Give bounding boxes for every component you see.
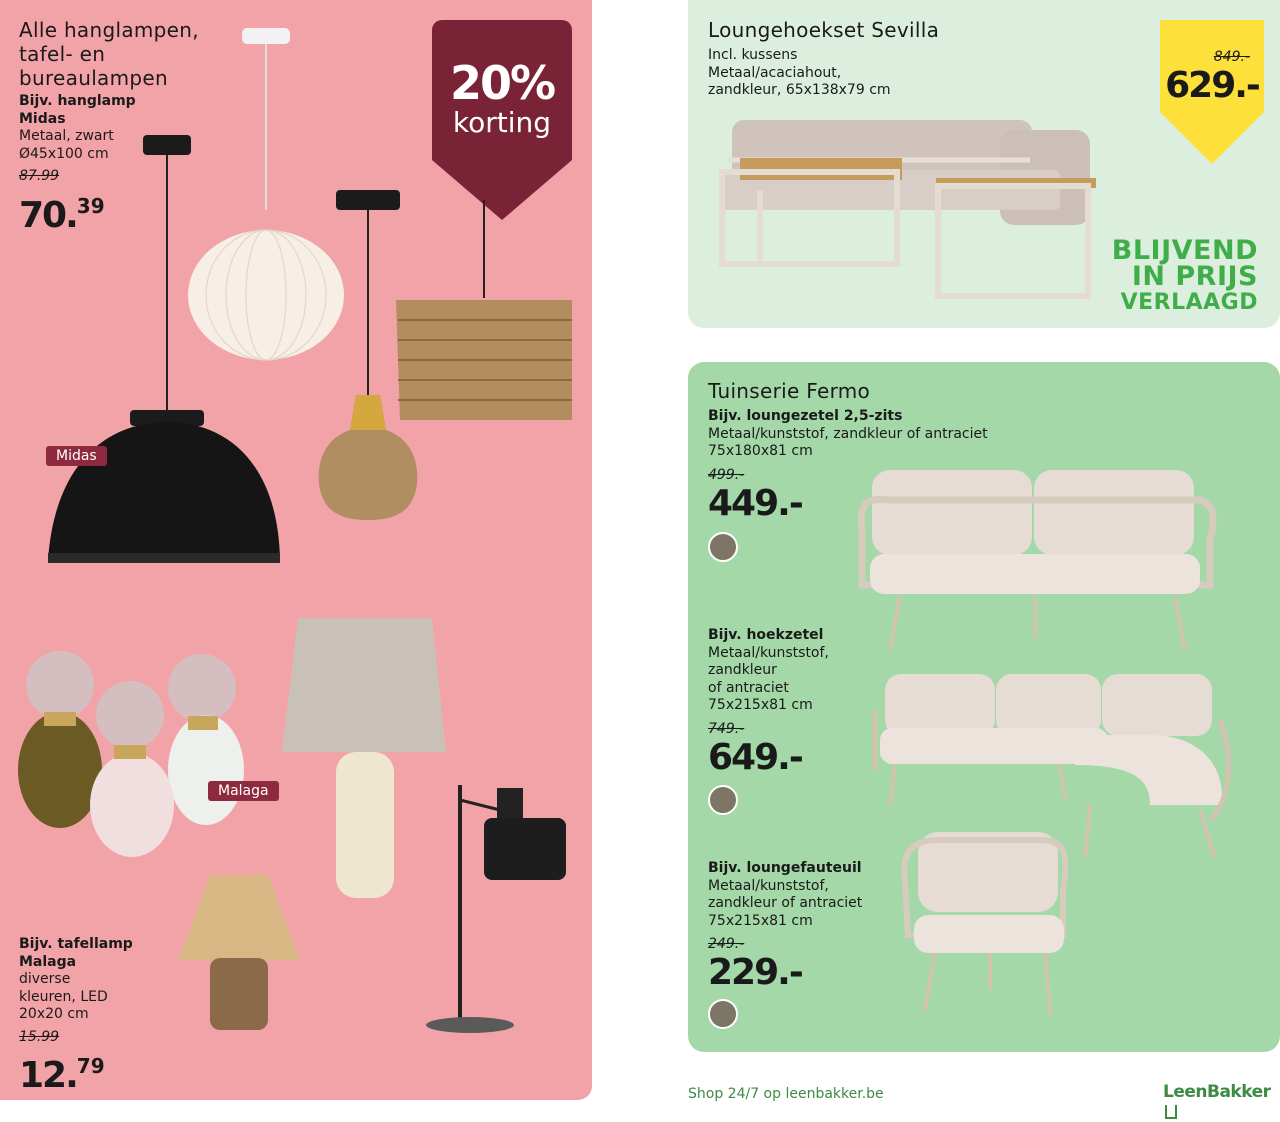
- fermo-item-2-old-price: 749.-: [708, 721, 745, 737]
- fermo-item-2-info: [708, 627, 829, 715]
- tafellamp-price-main: 12.: [19, 1055, 77, 1096]
- hanglamp-price-cents: 39: [76, 194, 105, 218]
- fermo-item-1-price: 449.-: [708, 483, 802, 524]
- fermo-item-1-name: Bijv. loungezetel 2,5-zits: [708, 408, 903, 424]
- tafellamp-detail-3: 20x20 cm: [19, 1006, 89, 1022]
- fermo-item-3-old-price: 249.-: [708, 936, 745, 952]
- tafellamp-old-price: 15.99: [19, 1029, 60, 1045]
- tafellamp-info: [19, 936, 133, 1024]
- tafellamp-detail-1: diverse: [19, 971, 71, 987]
- fermo-item-3-color-swatch[interactable]: [708, 999, 738, 1029]
- sevilla-title: Loungehoekset Sevilla: [708, 18, 940, 42]
- tag-midas: Midas: [46, 446, 107, 466]
- tag-malaga: Malaga: [208, 781, 279, 801]
- fermo-illustration: [850, 460, 1270, 1040]
- fermo-item-1-old-price: 499.-: [708, 467, 745, 483]
- sevilla-promo: [1090, 235, 1258, 316]
- fermo-item-3-info: [708, 860, 862, 930]
- sevilla-detail-3: zandkleur, 65x138x79 cm: [708, 82, 891, 98]
- footer-shop-text[interactable]: Shop 24/7 op leenbakker.be: [688, 1086, 884, 1102]
- fermo-item-2-detail-2: zandkleur: [708, 662, 777, 678]
- sevilla-promo-line-3: VERLAAGD: [1120, 290, 1258, 315]
- fermo-item-1-detail-2: 75x180x81 cm: [708, 443, 813, 459]
- sevilla-illustration: [700, 110, 1110, 310]
- fermo-item-2-color-swatch[interactable]: [708, 785, 738, 815]
- sevilla-promo-line-2: IN PRIJS: [1131, 261, 1258, 292]
- fermo-item-3-detail-3: 75x215x81 cm: [708, 912, 813, 929]
- sevilla-promo-line-1: BLIJVEND: [1111, 235, 1258, 266]
- hanglamp-detail-2: Ø45x100 cm: [19, 145, 109, 162]
- hanglamp-name-2: Midas: [19, 110, 66, 127]
- hanglamp-old-price: 87.99: [19, 168, 60, 184]
- tafellamp-price: [19, 1046, 105, 1096]
- discount-label: korting: [452, 106, 552, 139]
- hanglamp-price-main: 70.: [19, 195, 77, 236]
- sevilla-details: [708, 47, 891, 100]
- logo-text: LeenBakker: [1163, 1082, 1271, 1102]
- tafellamp-name-1: Bijv. tafellamp: [19, 936, 133, 952]
- sevilla-old-price: 849.-: [1213, 49, 1250, 65]
- tafellamp-name-2: Malaga: [19, 953, 77, 970]
- heading-line-2: tafel- en: [19, 42, 106, 66]
- hanglamp-name-1: Bijv. hanglamp: [19, 93, 136, 109]
- fermo-item-2-detail-1: Metaal/kunststof,: [708, 644, 829, 661]
- tafellamp-detail-2: kleuren, LED: [19, 988, 108, 1005]
- fermo-item-1-color-swatch[interactable]: [708, 532, 738, 562]
- fermo-item-3-price: 229.-: [708, 952, 802, 993]
- fermo-item-2-name: Bijv. hoekzetel: [708, 627, 824, 643]
- fermo-item-2-price: 649.-: [708, 737, 802, 778]
- hanglamp-detail-1: Metaal, zwart: [19, 128, 114, 144]
- sevilla-detail-2: Metaal/acaciahout,: [708, 64, 842, 81]
- lamps-illustration: [0, 0, 592, 1100]
- fermo-item-1-info: [708, 408, 988, 461]
- fermo-item-1-detail-1: Metaal/kunststof, zandkleur of antraciet: [708, 425, 988, 442]
- fermo-item-3-detail-2: zandkleur of antraciet: [708, 895, 863, 911]
- sevilla-detail-1: Incl. kussens: [708, 47, 798, 63]
- heading-line-1: Alle hanglampen,: [19, 18, 199, 42]
- sevilla-price: 629.-: [1165, 65, 1259, 106]
- fermo-item-3-name: Bijv. loungefauteuil: [708, 860, 862, 876]
- leenbakker-logo[interactable]: [1163, 1082, 1280, 1122]
- fermo-item-2-detail-3: of antraciet: [708, 679, 789, 696]
- fermo-item-2-detail-4: 75x215x81 cm: [708, 697, 813, 713]
- fermo-title: Tuinserie Fermo: [708, 379, 871, 403]
- fermo-item-3-detail-1: Metaal/kunststof,: [708, 877, 829, 894]
- discount-percent: 20%: [449, 56, 555, 110]
- house-icon: [1165, 1105, 1177, 1119]
- heading-line-3: bureaulampen: [19, 66, 168, 90]
- tafellamp-price-cents: 79: [76, 1054, 105, 1078]
